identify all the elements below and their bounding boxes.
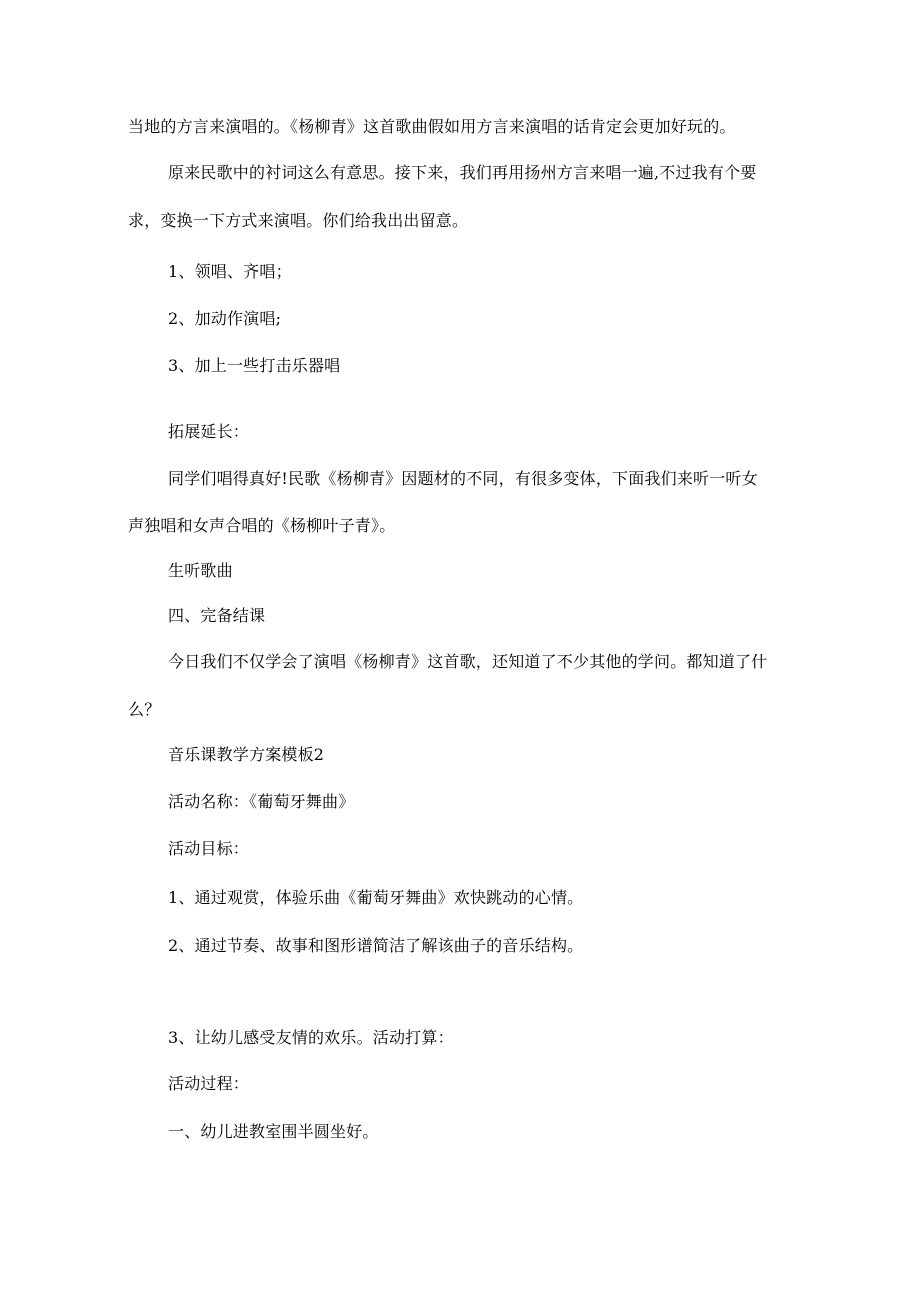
- list-item-actions: 2、加动作演唱;: [168, 309, 282, 328]
- heading-extension: 拓展延长：: [168, 422, 250, 441]
- goal-item-3: 3、让幼儿感受友情的欢乐。活动打算：: [168, 1028, 454, 1047]
- paragraph-summary-line2: 么？: [128, 700, 161, 719]
- paragraph-folk-song-line1: 原来民歌中的衬词这么有意思。接下来，我们再用扬州方言来唱一遍,不过我有个要: [168, 163, 757, 182]
- heading-template-2: 音乐课教学方案模板2: [168, 745, 325, 764]
- list-item-lead-sing: 1、领唱、齐唱；: [168, 262, 292, 281]
- heading-activity-process: 活动过程：: [168, 1074, 250, 1093]
- process-step-1: 一、幼儿进教室围半圆坐好。: [168, 1122, 379, 1141]
- paragraph-summary-line1: 今日我们不仅学会了演唱《杨柳青》这首歌，还知道了不少其他的学问。都知道了什: [168, 652, 768, 671]
- paragraph-variants-line2: 声独唱和女声合唱的《杨柳叶子青》。: [128, 516, 396, 535]
- heading-activity-goals: 活动目标：: [168, 839, 250, 858]
- goal-item-1: 1、通过观赏，体验乐曲《葡萄牙舞曲》欢快跳动的心情。: [168, 888, 584, 907]
- list-item-percussion: 3、加上一些打击乐器唱: [168, 356, 341, 375]
- activity-name: 活动名称：《葡萄牙舞曲》: [168, 792, 355, 811]
- paragraph-listen: 生听歌曲: [168, 561, 233, 580]
- heading-conclusion: 四、完备结课: [168, 606, 266, 625]
- paragraph-folk-song-line2: 求，变换一下方式来演唱。你们给我出出留意。: [128, 211, 469, 230]
- paragraph-variants-line1: 同学们唱得真好!民歌《杨柳青》因题材的不同，有很多变体，下面我们来听一听女: [168, 469, 758, 488]
- goal-item-2: 2、通过节奏、故事和图形谱简洁了解该曲子的音乐结构。: [168, 936, 584, 955]
- paragraph-dialect-ending: 当地的方言来演唱的。《杨柳青》这首歌曲假如用方言来演唱的话肯定会更加好玩的。: [128, 117, 736, 136]
